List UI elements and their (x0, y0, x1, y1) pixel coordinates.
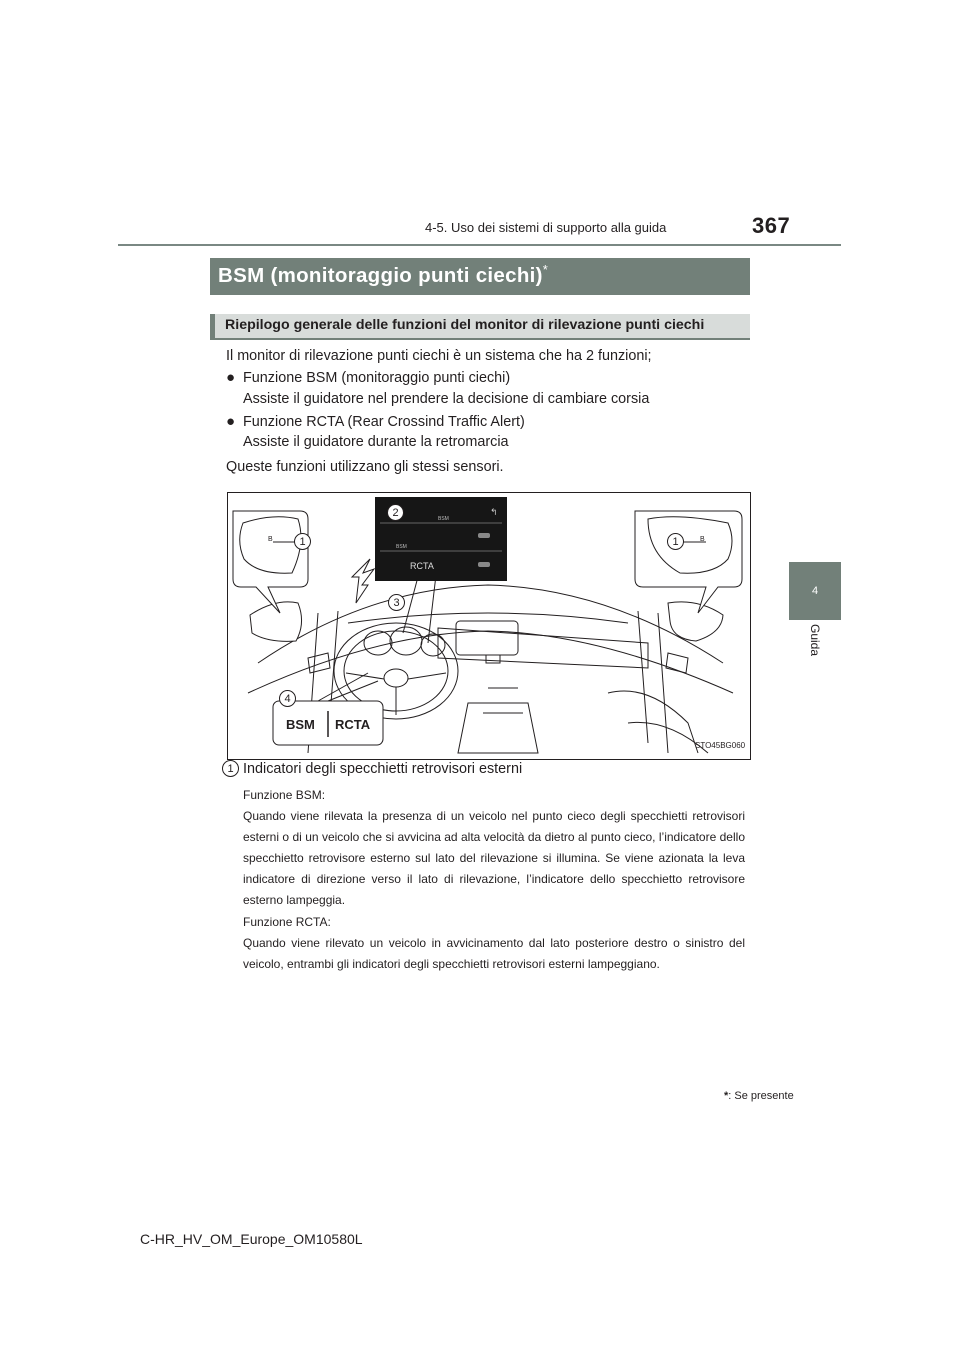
bullet-title-rcta: Funzione RCTA (Rear Crossind Traffic Alert) (243, 414, 525, 430)
dashboard-illustration (227, 492, 751, 760)
footnote-mark: * (724, 1090, 729, 1102)
subheading (210, 314, 750, 340)
bullet-title-bsm: Funzione BSM (monitoraggio punti ciechi) (243, 370, 511, 386)
section-title (218, 262, 548, 288)
callout-3: 3 (388, 594, 405, 611)
intro-line: Il monitor di rilevazione punti ciechi è un sistema che ha 2 funzioni; (226, 348, 652, 364)
callout-4: 4 (279, 690, 296, 707)
switch-label-rcta: RCTA (335, 717, 371, 732)
mirror-indicator-left: B (268, 536, 273, 543)
footnote (724, 1090, 794, 1102)
chapter-label (800, 624, 830, 674)
page-number: 367 (752, 213, 791, 238)
chapter-tab (789, 562, 841, 620)
screen-label-rcta: RCTA (410, 561, 434, 571)
chapter-label-text: Guida (808, 624, 822, 657)
rcta-heading: Funzione RCTA: (243, 915, 331, 929)
screen-label-top: BSM (438, 516, 449, 522)
section-title-text: BSM (monitoraggio punti ciechi) (218, 264, 543, 287)
callout-1-right: 1 (667, 533, 684, 550)
callout-2: 2 (387, 504, 404, 521)
chapter-number: 4 (811, 585, 819, 597)
subheading-text: Riepilogo generale delle funzioni del monitor di rilevazione punti ciechi (225, 317, 705, 333)
bullet-icon: ● (226, 413, 236, 430)
footnote-text: : Se presente (728, 1090, 794, 1102)
mirror-indicator-right: B (700, 536, 705, 543)
header-section-title: 4-5. Uso dei sistemi di supporto alla guida (425, 220, 667, 235)
callout-1-left: 1 (294, 533, 311, 550)
rcta-text: Quando viene rilevato un veicolo in avvicinamento dal lato posteriore destro o sinistro del veicolo, entrambi gli indicatori degli specchietti retrovisori esterni lampeggiano. (243, 936, 745, 971)
footer-document-code: C-HR_HV_OM_Europe_OM10580L (140, 1231, 363, 1247)
bullet-desc-bsm: Assiste il guidatore nel prendere la decisione di cambiare corsia (243, 391, 650, 407)
callout-1-explanation: 1 (222, 760, 239, 777)
svg-text:↰: ↰ (490, 508, 498, 518)
header-rule (118, 244, 841, 246)
subheading-accent (210, 314, 215, 340)
switch-label-bsm: BSM (286, 717, 315, 732)
explanation-title: Indicatori degli specchietti retrovisori esterni (243, 761, 523, 777)
bsm-text: Quando viene rilevata la presenza di un veicolo nel punto cieco degli specchietti retrovisori esterni o di un veicolo che si avvicina ad alta velocità da dietro al punto cieco, l’indicatore dello specchietto retrovisore esterno sul lato del rilevazione si illumina. Se viene azionata la leva indicatore di direzione verso il lato di rilevazione, l’indicatore dello specchietto retrovisore esterno lampeggia. (243, 809, 745, 907)
bullet-desc-rcta: Assiste il guidatore durante la retromarcia (243, 434, 509, 450)
intro-closing: Queste funzioni utilizzano gli stessi sensori. (226, 459, 504, 475)
bullet-icon: ● (226, 369, 236, 386)
section-title-mark: * (542, 262, 549, 277)
screen-label-mid: BSM (396, 544, 407, 550)
bsm-heading: Funzione BSM: (243, 788, 326, 802)
figure-code: STO45BG060 (695, 741, 746, 750)
